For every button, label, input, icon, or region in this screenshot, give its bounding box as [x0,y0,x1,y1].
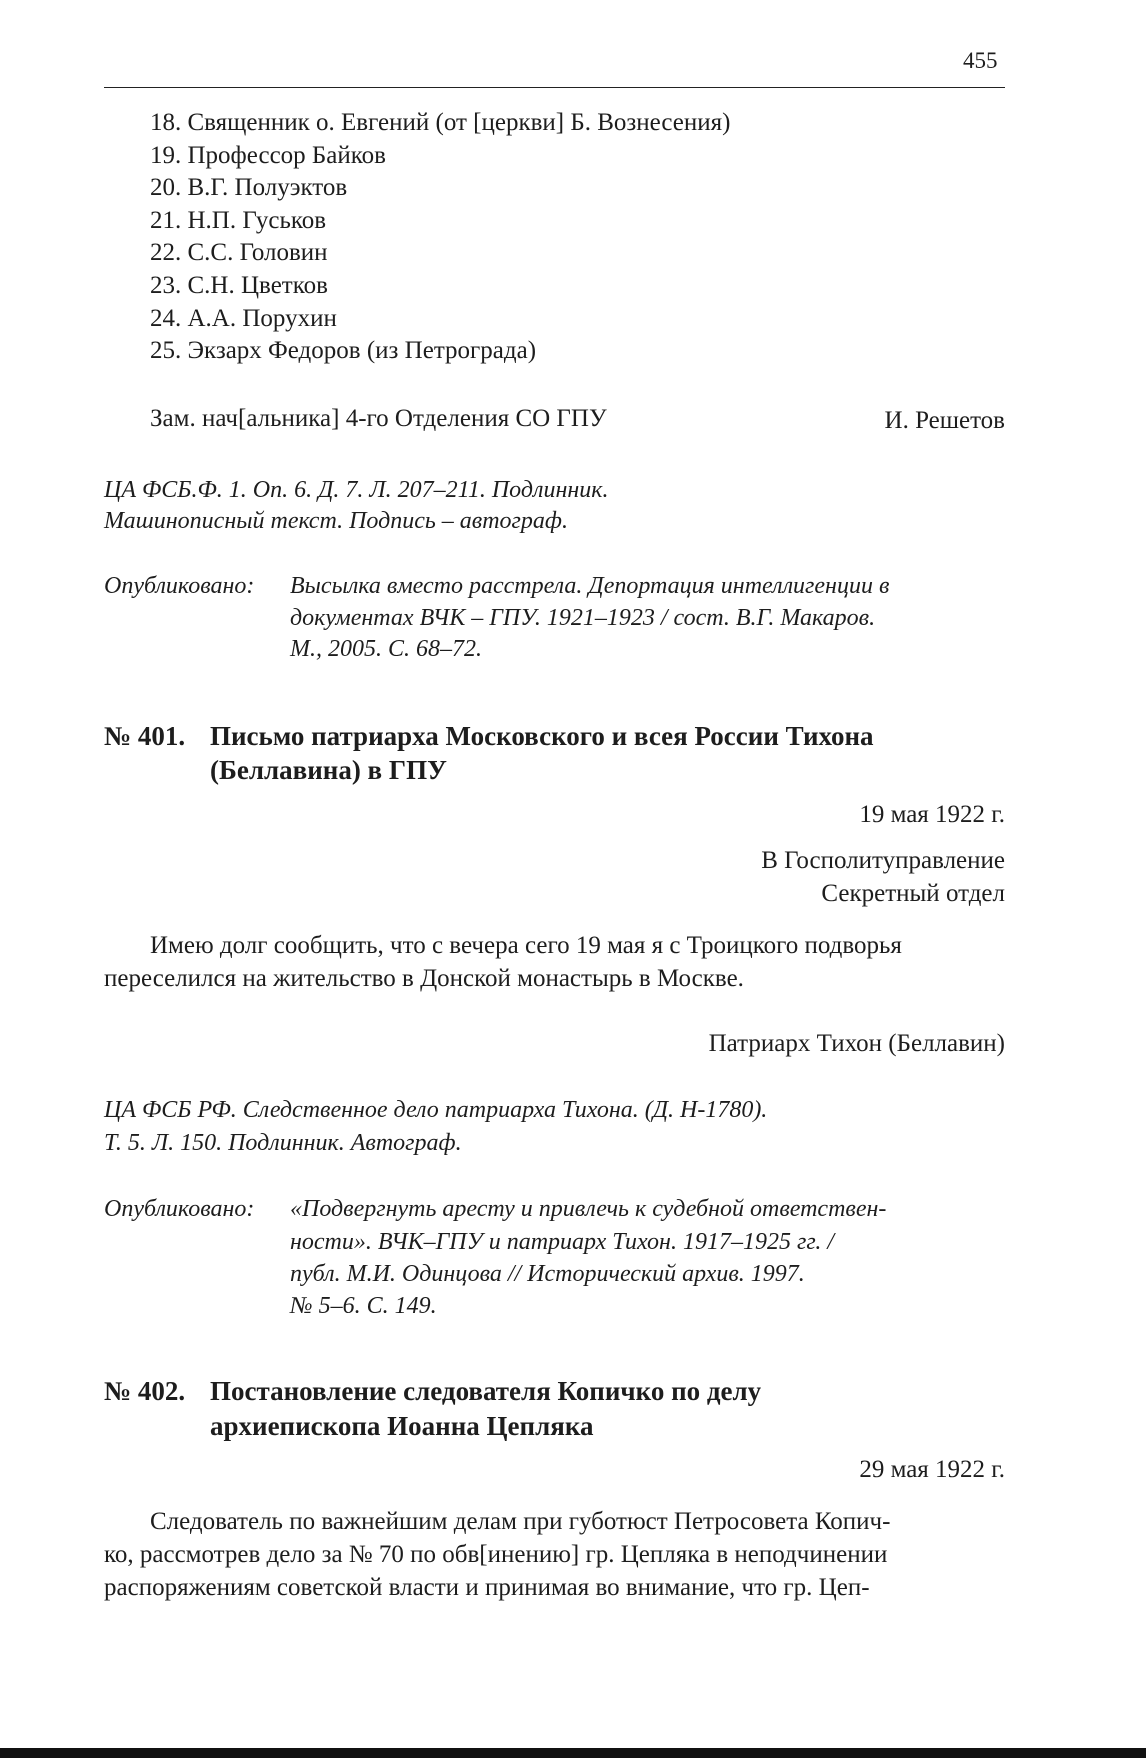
list-item: 21. Н.П. Гуськов [150,206,327,234]
published-label: Опубликовано: [104,573,255,599]
document-number: № 401. [104,721,186,751]
list-item: 20. В.Г. Полуэктов [150,174,348,202]
list-item: 18. Священник о. Евгений (от [церкви] Б. Вознесения) [150,109,731,136]
list-item: 23. С.Н. Цветков [150,271,328,299]
archive-source-line: ЦА ФСБ.Ф. 1. Оп. 6. Д. 7. Л. 207–211. Подлинник. [104,477,609,503]
document-title: Постановление следователя Копичко по делу [210,1376,762,1406]
document-number: № 402. [104,1376,186,1406]
published-citation-line: «Подвергнуть аресту и привлечь к судебной ответствен- [290,1196,887,1222]
published-citation-line: ности». ВЧК–ГПУ и патриарх Тихон. 1917–1925 гг. / [290,1229,835,1255]
list-item: 19. Профессор Байков [150,141,386,169]
archive-source-line: Т. 5. Л. 150. Подлинник. Автограф. [104,1130,462,1156]
list-item: 25. Экзарх Федоров (из Петрограда) [150,337,537,365]
signature: Патриарх Тихон (Беллавин) [708,1030,1005,1057]
published-citation-line: Высылка вместо расстрела. Депортация интеллигенции в [290,573,890,599]
archive-source-line: ЦА ФСБ РФ. Следственное дело патриарха Тихона. (Д. Н-1780). [104,1097,768,1123]
list-item: 22. С.С. Головин [150,239,328,267]
document-date: 19 мая 1922 г. [859,801,1005,828]
header-rule [104,87,1005,88]
body-paragraph-line: Следователь по важнейшим делам при губотюст Петросовета Копич- [150,1508,891,1535]
addressee-line: Секретный отдел [821,880,1005,907]
document-title: архиепископа Иоанна Цепляка [210,1411,594,1441]
signatory-name: И. Решетов [884,407,1005,434]
signatory-position: Зам. нач[альника] 4-го Отделения СО ГПУ [150,405,607,432]
body-paragraph-line: переселился на жительство в Донской монастырь в Москве. [104,965,744,992]
list-item: 24. А.А. Порухин [150,304,337,332]
addressee-line: В Госполитуправление [761,847,1005,874]
body-paragraph-line: Имею долг сообщить, что с вечера сего 19 мая я с Троицкого подворья [150,932,902,959]
document-date: 29 мая 1922 г. [859,1456,1005,1483]
published-citation-line: публ. М.И. Одинцова // Исторический архив. 1997. [290,1261,805,1287]
published-citation-line: № 5–6. С. 149. [290,1293,437,1319]
document-title: (Беллавина) в ГПУ [210,755,447,785]
published-label: Опубликовано: [104,1196,255,1222]
published-citation-line: М., 2005. С. 68–72. [290,636,482,662]
page-number: 455 [963,48,998,73]
scan-edge [0,1748,1146,1758]
attendee-list [150,107,730,368]
body-paragraph-line: ко, рассмотрев дело за № 70 по обв[инению] гр. Цепляка в неподчинении [104,1541,888,1568]
archive-source-line: Машинописный текст. Подпись – автограф. [104,508,568,534]
published-citation-line: документах ВЧК – ГПУ. 1921–1923 / сост. В.Г. Макаров. [290,605,876,631]
body-paragraph-line: распоряжениям советской власти и принимая во внимание, что гр. Цеп- [104,1574,870,1601]
document-title: Письмо патриарха Московского и всея России Тихона [210,721,874,751]
